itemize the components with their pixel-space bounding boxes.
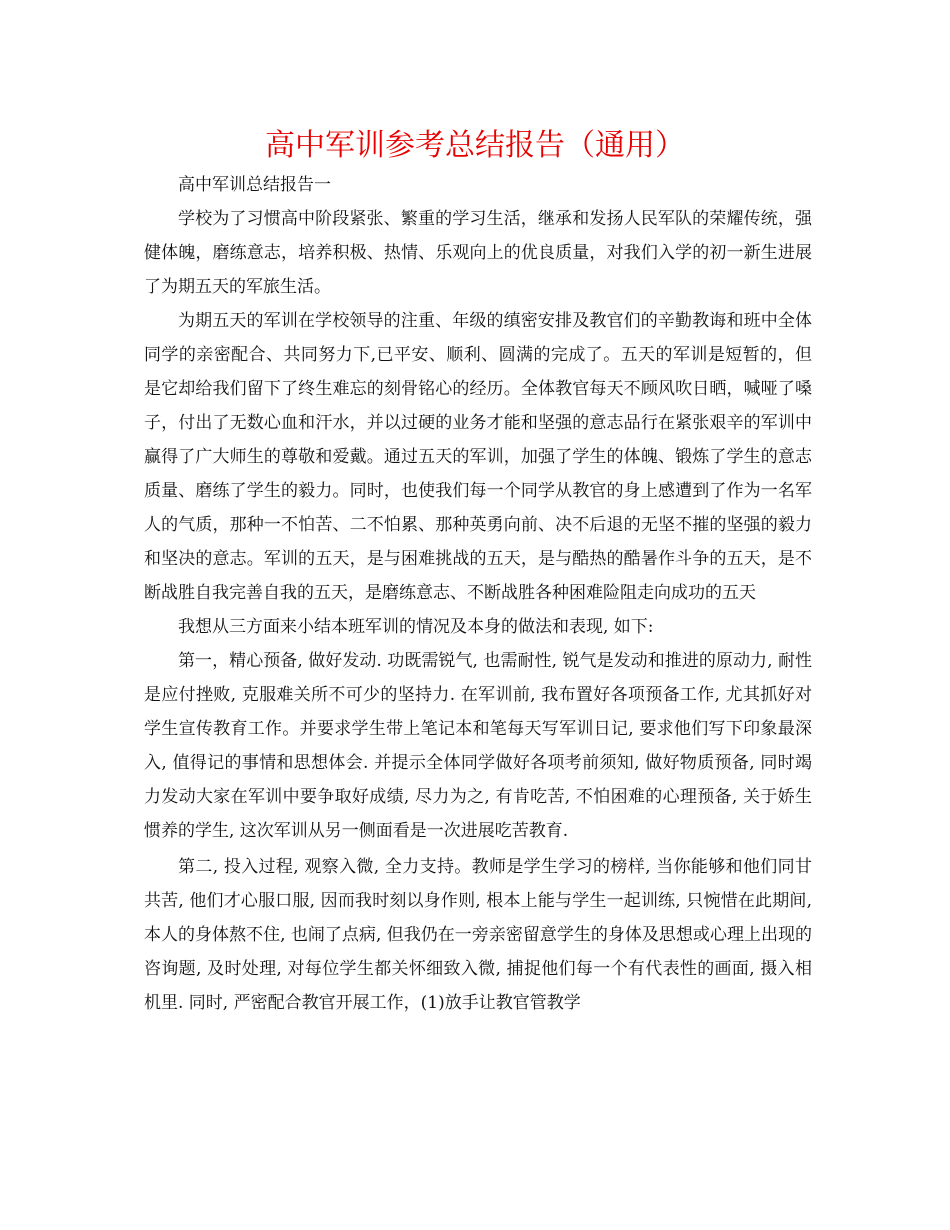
paragraph-subtitle: 高中军训总结报告一 [178,175,331,195]
paragraph-training-summary: 为期五天的军训在学校领导的注重、年级的缜密安排及教官们的辛勤教诲和班中全体同学的亲密配合、共同努力下,已平安、顺利、圆满的完成了。五天的军训是短暂的，但是它却给我们留下了终生难忘的刻骨铭心的经历。全体教官每天不顾风吹日晒，喊哑了嗓子，付出了无数心血和汗水，并以过硬的业务才能和坚强的意志品行在紧张艰辛的军训中赢得了广大师生的尊敬和爱戴。通过五天的军训，加强了学生的体魄、锻炼了学生的意志质量、磨练了学生的毅力。同时，也使我们每一个同学从教官的身上感遭到了作为一名军人的气质，那种一不怕苦、二不怕累、那种英勇向前、决不后退的无坚不摧的坚强的毅力和坚决的意志。军训的五天，是与困难挑战的五天，是与酷热的酷暑作斗争的五天，是不断战胜自我完善自我的五天，是磨练意志、不断战胜各种困难险阻走向成功的五天 [144,311,812,603]
document-title: 高中军训参考总结报告（通用） [265,128,685,163]
document-body [144,168,812,1020]
paragraph-first-point: 第一，精心预备, 做好发动. 功既需锐气, 也需耐性, 锐气是发动和推进的原动力, 耐性是应付挫败, 克服难关所不可少的坚持力. 在军训前, 我布置好各项预备工作, 尤其抓好对学生宣传教育工作。并要求学生带上笔记本和笔每天写军训日记, 要求他们写下印象最深入, 值得记的事情和思想体会. 并提示全体同学做好各项考前须知, 做好物质预备, 同时竭力发动大家在军训中要争取好成绩, 尽力为之, 有肯吃苦, 不怕困难的心理预备, 关于娇生惯养的学生, 这次军训从另一侧面看是一次进展吃苦教育. [144,651,812,841]
paragraph-intro: 学校为了习惯高中阶段紧张、繁重的学习生活，继承和发扬人民军队的荣耀传统，强健体魄，磨练意志，培养积极、热情、乐观向上的优良质量，对我们入学的初一新生进展了为期五天的军旅生活。 [144,209,812,297]
paragraph-three-aspects: 我想从三方面来小结本班军训的情况及本身的做法和表现, 如下: [178,617,654,637]
paragraph-second-point: 第二, 投入过程, 观察入微, 全力支持。教师是学生学习的榜样, 当你能够和他们同甘共苦, 他们才心服口服, 因而我时刻以身作则, 根本上能与学生一起训练, 只惋惜在此期间, 本人的身体熬不住, 也闹了点病, 但我仍在一旁亲密留意学生的身体及思想或心理上出现的咨询题, 及时处理, 对每位学生都关怀细致入微, 捕捉他们每一个有代表性的画面, 摄入相机里. 同时, 严密配合教官开展工作，(1)放手让教官管教学 [144,857,812,1013]
